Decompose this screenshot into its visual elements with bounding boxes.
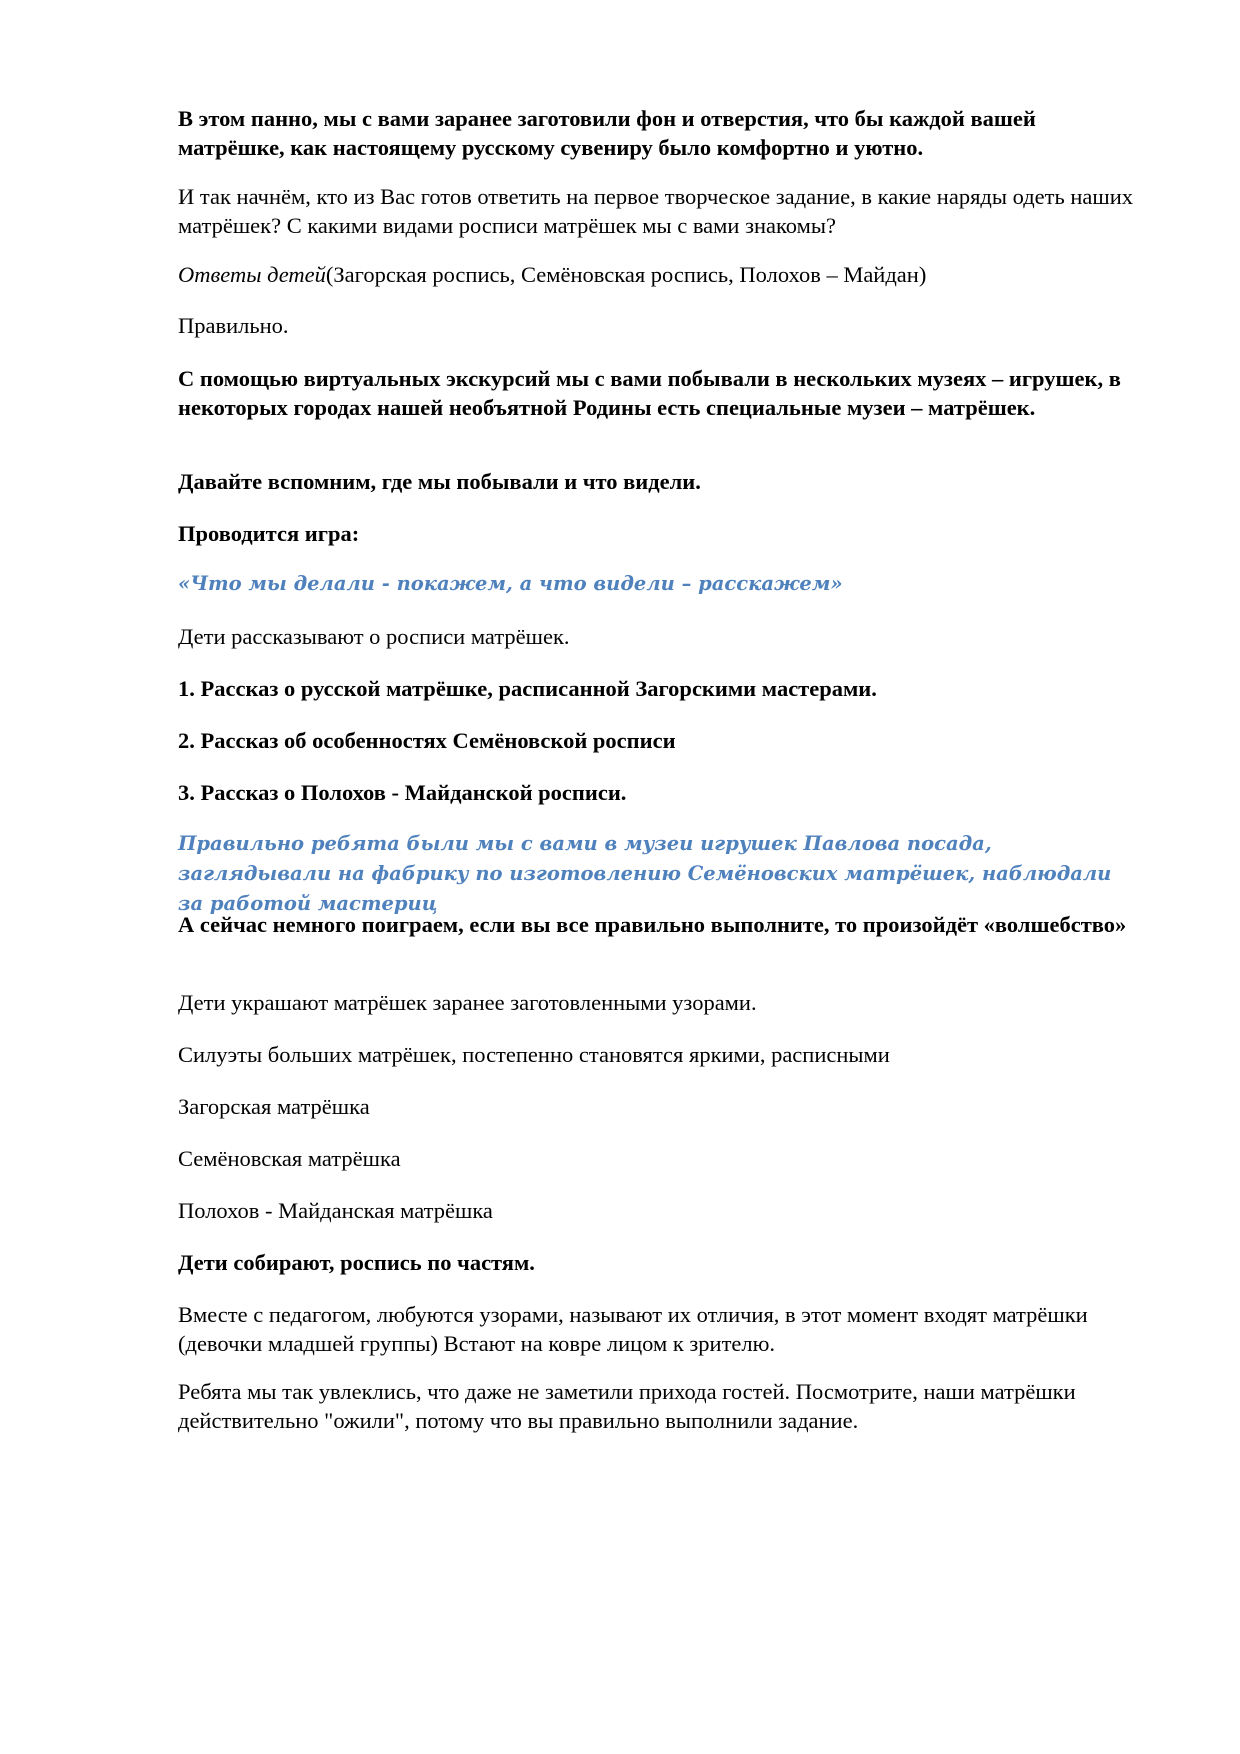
paragraph-game-heading: Проводится игра: xyxy=(178,521,360,546)
paragraph-silhouettes: Силуэты больших матрёшек, постепенно становятся яркими, расписными xyxy=(178,1042,890,1067)
list-item-semenov: 2. Рассказ об особенностях Семёновской росписи xyxy=(178,728,676,753)
paragraph-with-teacher: Вместе с педагогом, любуются узорами, называют их отличия, в этот момент входят матрёшки (девочки младшей группы) Встают на ковре лицом к зрителю. xyxy=(178,1302,1088,1356)
paragraph-game-title: «Что мы делали - покажем, а что видели – расскажем» xyxy=(178,572,843,595)
paragraph-first-task: И так начнём, кто из Вас готов ответить на первое творческое задание, в какие наряды одеть наших матрёшек? С какими видами росписи матрёшек мы с вами знакомы? xyxy=(178,184,1134,238)
paragraph-polkhov-doll: Полохов - Майданская матрёшка xyxy=(178,1198,493,1223)
list-item-polkhov-maidan: 3. Рассказ о Полохов - Майданской росписи. xyxy=(178,780,627,805)
paragraph-guests: Ребята мы так увлеклись, что даже не заметили прихода гостей. Посмотрите, наши матрёшки действительно "ожили", потому что вы правильно выполнили задание. xyxy=(178,1379,1076,1433)
paragraph-museum-visit: Правильно ребята были мы с вами в музеи игрушек Павлова посада, заглядывали на фабрику по изготовлению Семёновских матрёшек, наблюдали за работой мастериц xyxy=(178,832,1112,915)
paragraph-lets-remember: Давайте вспомним, где мы побывали и что видели. xyxy=(178,469,701,494)
paragraph-zagorsk-doll: Загорская матрёшка xyxy=(178,1094,370,1119)
list-item-zagorsk: 1. Рассказ о русской матрёшке, расписанной Загорскими мастерами. xyxy=(178,676,877,701)
paragraph-virtual-tours: С помощью виртуальных экскурсий мы с вами побывали в нескольких музеях – игрушек, в некоторых городах нашей необъятной Родины есть специальные музеи – матрёшек. xyxy=(178,366,1121,420)
paragraph-decorate: Дети украшают матрёшек заранее заготовленными узорами. xyxy=(178,990,757,1015)
paragraph-semenov-doll: Семёновская матрёшка xyxy=(178,1146,401,1171)
paragraph-panel-intro: В этом панно, мы с вами заранее заготовили фон и отверстия, что бы каждой вашей матрёшке, как настоящему русскому сувениру было комфортно и уютно. xyxy=(178,106,1036,160)
paragraph-correct: Правильно. xyxy=(178,313,289,338)
paragraph-assemble: Дети собирают, роспись по частям. xyxy=(178,1250,535,1275)
paragraph-children-answers xyxy=(178,260,1138,289)
paragraph-play-now: А сейчас немного поиграем, если вы все правильно выполните, то произойдёт «волшебство» xyxy=(178,912,1127,937)
answers-label: Ответы детей xyxy=(178,262,326,287)
answers-text: (Загорская роспись, Семёновская роспись, Полохов – Майдан) xyxy=(325,262,927,287)
paragraph-children-tell: Дети рассказывают о росписи матрёшек. xyxy=(178,624,570,649)
